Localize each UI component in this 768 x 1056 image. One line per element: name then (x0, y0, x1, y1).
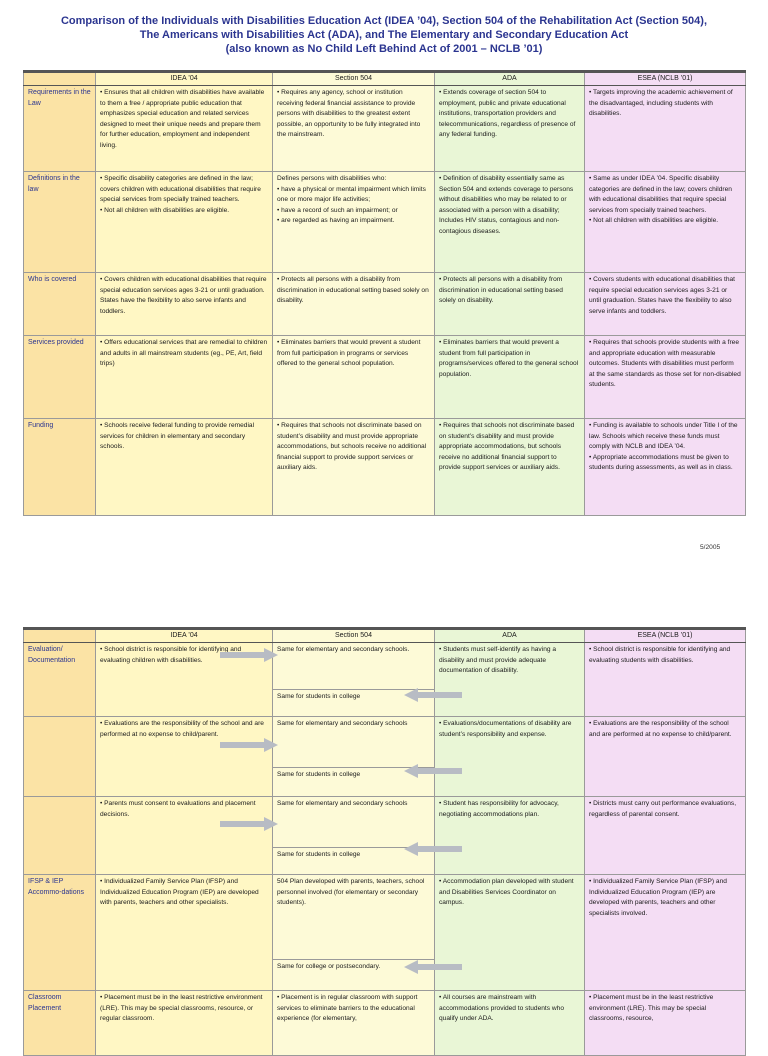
cell-idea: • School district is responsible for identifying and evaluating children with disabilities. (96, 643, 273, 717)
title-line-3: (also known as No Child Left Behind Act of 2001 – NCLB ’01) (225, 43, 543, 55)
cell-idea: • Placement must be in the least restrictive environment (LRE). This may be special classrooms, resource, or regular classroom. (96, 991, 273, 1056)
cell-ada: • Evaluations/documentations of disability are student’s responsibility and expense. (435, 717, 585, 797)
document-title (0, 14, 768, 56)
cell-idea: • Offers educational services that are remedial to children and adults in all mainstream students (eg., PE, Art, field trips) (96, 336, 273, 419)
table-row (24, 419, 746, 516)
title-line-2: The Americans with Disabilities Act (ADA), and The Elementary and Secondary Education Act (139, 29, 629, 41)
cell-ada: • Requires that schools not discriminate based on student’s disability and must provide appropriate accommodations, but schools receive no additional financial support to provide support services or auxiliary aids. (435, 419, 585, 516)
left-arrow-icon (404, 764, 462, 778)
header-row (24, 72, 746, 86)
header-section504: Section 504 (273, 72, 435, 86)
table-row (24, 643, 746, 717)
header-ada: ADA (435, 629, 585, 643)
cell-ada: • All courses are mainstream with accommodations provided to students who qualify under ADA. (435, 991, 585, 1056)
cell-ada: • Accommodation plan developed with student and Disabilities Services Coordinator on campus. (435, 875, 585, 991)
row-label: Requirements in the Law (24, 86, 96, 172)
cell-esea: • Funding is available to schools under Title I of the law. Schools which receive these funds must comply with NCLB and IDEA ’04. • Appropriate accommodations must be given to students during assessments, as well as in class. (585, 419, 746, 516)
right-arrow-icon (220, 738, 278, 752)
cell-ada: • Students must self-identify as having a disability and must provide adequate documentation of disability. (435, 643, 585, 717)
section504-school-text: Same for elementary and secondary schools. (277, 646, 410, 653)
table-row (24, 991, 746, 1056)
row-label (24, 797, 96, 875)
row-label: Evaluation/ Documentation (24, 643, 96, 717)
section504-college-text: Same for students in college (273, 689, 434, 716)
cell-esea: • Individualized Family Service Plan (IFSP) and Individualized Education Program (IEP) are developed with parents, teachers and other specialists involved. (585, 875, 746, 991)
right-arrow-icon (220, 817, 278, 831)
cell-esea: • Districts must carry out performance evaluations, regardless of parental consent. (585, 797, 746, 875)
cell-section504: • Placement is in regular classroom with support services to eliminate barriers to the educational experience (for elementary, (273, 991, 435, 1056)
row-label (24, 717, 96, 797)
section504-school-text: 504 Plan developed with parents, teachers, school personnel involved (for elementary or secondary students). (277, 878, 425, 907)
header-esea: ESEA (NCLB ’01) (585, 72, 746, 86)
section504-college-text: Same for students in college (273, 767, 434, 796)
table-row (24, 717, 746, 797)
cell-esea: • Same as under IDEA ’04. Specific disability categories are defined in the law; covers children with educational disabilities that require special services from specially trained teachers. • Not all children with disabilities are eligible. (585, 172, 746, 273)
left-arrow-icon (404, 842, 462, 856)
header-idea: IDEA ’04 (96, 72, 273, 86)
section504-college-text: Same for college or postsecondary. (273, 959, 434, 990)
cell-idea: • Specific disability categories are defined in the law; covers children with educational disabilities that require special services from specially trained teachers. • Not all children with disabilities are eligible. (96, 172, 273, 273)
cell-section504: • Requires that schools not discriminate based on student’s disability and must provide appropriate accommodations, but schools receive no additional financial support to provide support services or auxiliary aids. (273, 419, 435, 516)
cell-idea: • Parents must consent to evaluations and placement decisions. (96, 797, 273, 875)
cell-esea: • School district is responsible for identifying and evaluating students with disabilities. (585, 643, 746, 717)
header-corner (24, 72, 96, 86)
row-label: Definitions in the law (24, 172, 96, 273)
row-label: Services provided (24, 336, 96, 419)
right-arrow-icon (220, 648, 278, 662)
cell-esea: • Evaluations are the responsibility of the school and are performed at no expense to child/parent. (585, 717, 746, 797)
section504-school-text: Same for elementary and secondary schools (277, 800, 408, 807)
header-corner (24, 629, 96, 643)
row-label: Funding (24, 419, 96, 516)
cell-esea: • Targets improving the academic achievement of the disadvantaged, including students with disabilities. (585, 86, 746, 172)
cell-ada: • Protects all persons with a disability from discrimination in educational setting based solely on disability. (435, 273, 585, 336)
left-arrow-icon (404, 960, 462, 974)
section504-school-text: Same for elementary and secondary schools (277, 720, 408, 727)
header-ada: ADA (435, 72, 585, 86)
cell-section504 (273, 643, 435, 717)
row-label: IFSP & IEP Accommo-dations (24, 875, 96, 991)
table-row (24, 875, 746, 991)
cell-section504: • Eliminates barriers that would prevent a student from full participation in programs or services offered to the general school population. (273, 336, 435, 419)
cell-section504: • Protects all persons with a disability from discrimination in educational setting based solely on disability. (273, 273, 435, 336)
comparison-table-page-2 (23, 627, 746, 1056)
table-row (24, 336, 746, 419)
document-date: 5/2005 (700, 544, 721, 551)
left-arrow-icon (404, 688, 462, 702)
table-row (24, 273, 746, 336)
header-section504: Section 504 (273, 629, 435, 643)
cell-section504: • Requires any agency, school or institution receiving federal financial assistance to provide persons with disabilities to the greatest extent possible, an opportunity to be fully integrated into the mainstream. (273, 86, 435, 172)
table-row (24, 86, 746, 172)
cell-section504 (273, 797, 435, 875)
header-row (24, 629, 746, 643)
cell-ada: • Extends coverage of section 504 to employment, public and private educational institutions, transportation providers and telecommunications, regardless of presence of any federal funding. (435, 86, 585, 172)
comparison-table-page-1 (23, 70, 746, 516)
cell-idea: • Ensures that all children with disabilities have available to them a free / appropriate public education that emphasizes special education and related services designed to meet their unique needs and prepare them for further education, employment and independent living. (96, 86, 273, 172)
cell-section504: Defines persons with disabilities who: • have a physical or mental impairment which limits one or more major life activities; • have a record of such an impairment; or • are regarded as having an impairment. (273, 172, 435, 273)
row-label: Classroom Placement (24, 991, 96, 1056)
table-row (24, 797, 746, 875)
cell-esea: • Covers students with educational disabilities that require special education services ages 3-21 or until graduation. States have the flexibility to also serve infants and toddlers. (585, 273, 746, 336)
cell-esea: • Placement must be in the least restrictive environment (LRE). This may be special classrooms, resource, (585, 991, 746, 1056)
cell-section504 (273, 717, 435, 797)
row-label: Who is covered (24, 273, 96, 336)
table-row (24, 172, 746, 273)
title-line-1: Comparison of the Individuals with Disabilities Education Act (IDEA ’04), Section 504 of the Rehabilitation Act (Section 504), (60, 15, 708, 27)
cell-idea: • Evaluations are the responsibility of the school and are performed at no expense to child/parent. (96, 717, 273, 797)
cell-ada: • Definition of disability essentially same as Section 504 and extends coverage to persons without disabilities who may be related to or associated with a person with a disability; Includes HIV status, contagious and non-contagious diseases. (435, 172, 585, 273)
cell-idea: • Individualized Family Service Plan (IFSP) and Individualized Education Program (IEP) are developed with parents, teachers and other specialists. (96, 875, 273, 991)
header-esea: ESEA (NCLB ’01) (585, 629, 746, 643)
cell-esea: • Requires that schools provide students with a free and appropriate education with measurable outcomes. Students with disabilities must perform at the same standards as those set for non-disabled students. (585, 336, 746, 419)
cell-idea: • Schools receive federal funding to provide remedial services for children in elementary and secondary schools. (96, 419, 273, 516)
cell-ada: • Student has responsibility for advocacy, negotiating accommodations plan. (435, 797, 585, 875)
cell-idea: • Covers children with educational disabilities that require special education services ages 3-21 or until graduation. States have the flexibility to also serve infants and toddlers. (96, 273, 273, 336)
section504-college-text: Same for students in college (273, 847, 434, 874)
cell-ada: • Eliminates barriers that would prevent a student from full participation in programs/services offered to the general school population. (435, 336, 585, 419)
header-idea: IDEA ’04 (96, 629, 273, 643)
